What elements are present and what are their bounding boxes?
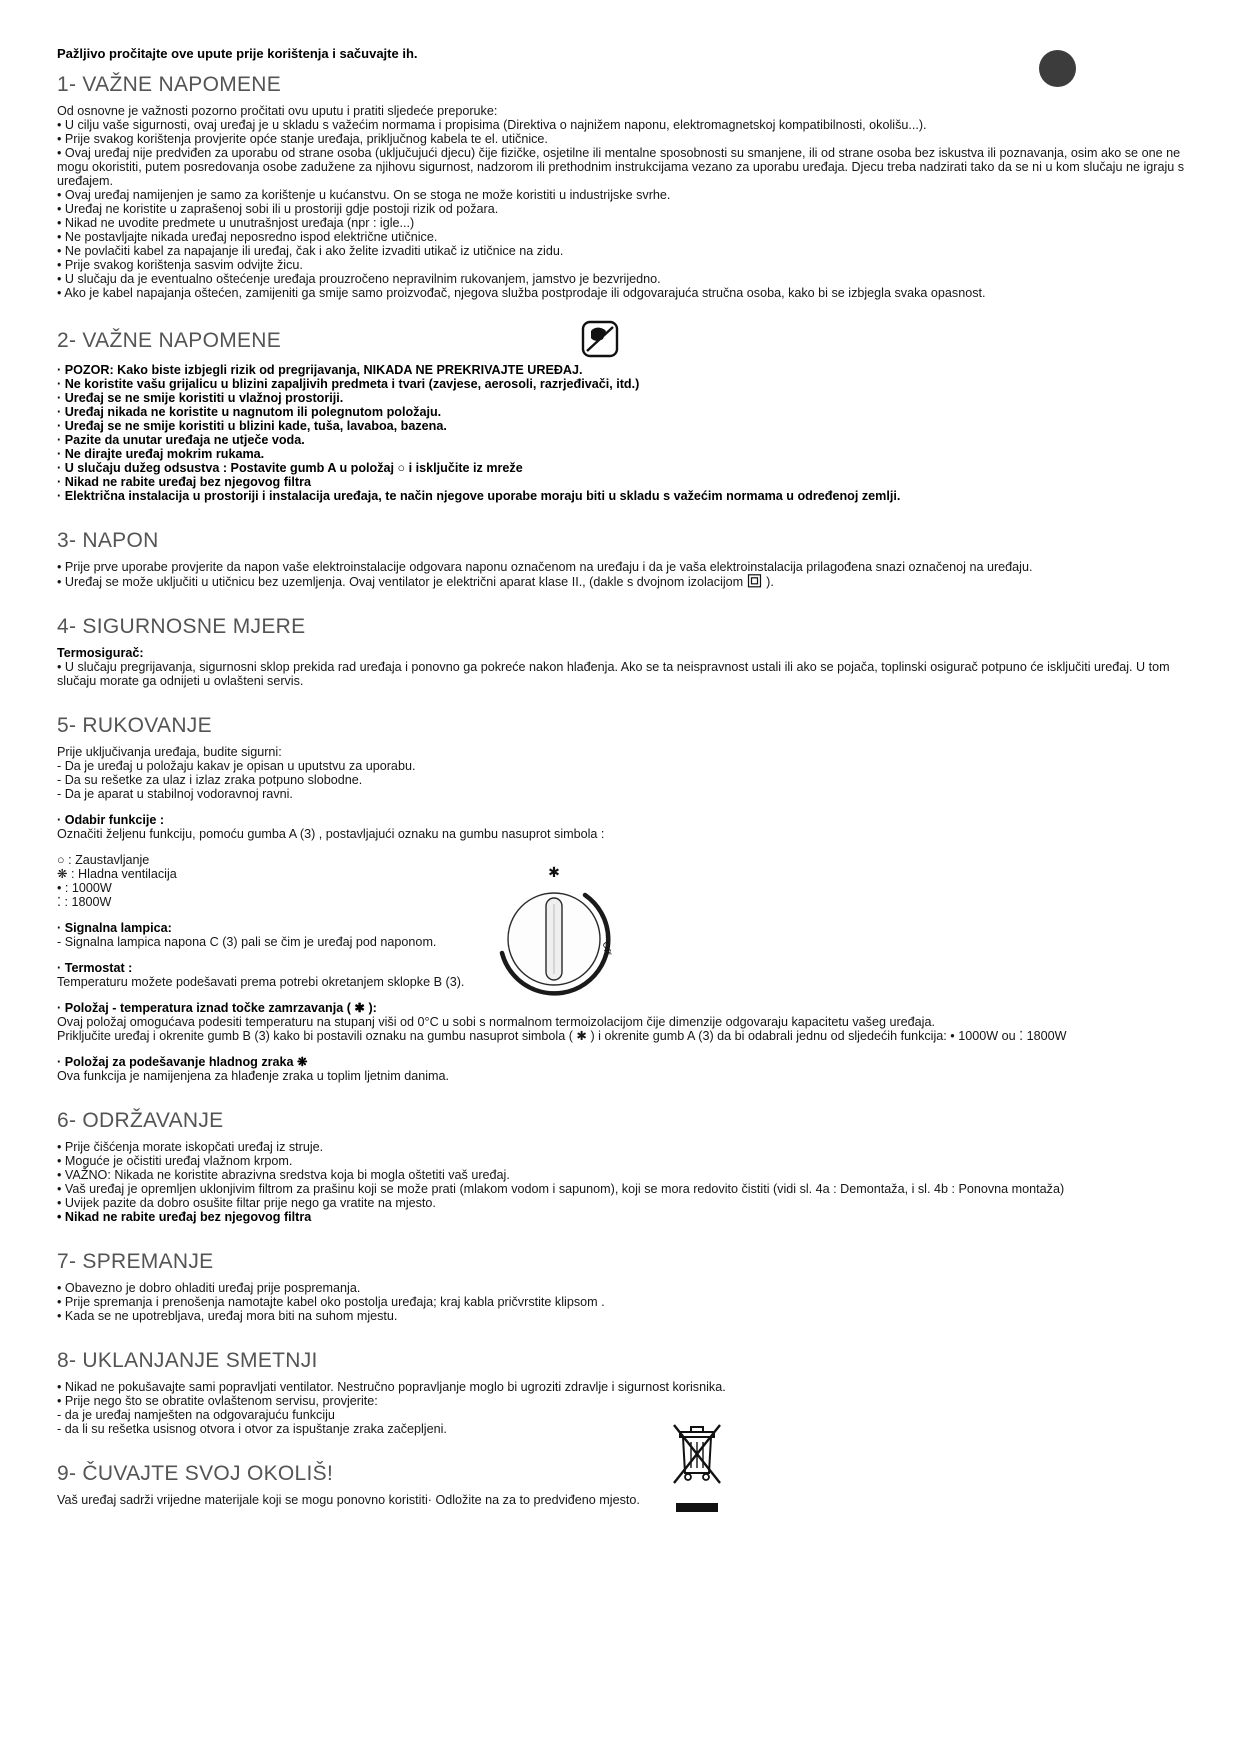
document-body — [57, 46, 1193, 1507]
section-heading: 4- SIGURNOSNE MJERE — [57, 615, 306, 638]
text-line: ⁚ : 1800W — [57, 895, 112, 909]
text-line: • Vaš uređaj je opremljen uklonjivim filtrom za prašinu koji se može prati (mlakom vodom i sapunom), koji se mora redovito čistiti (vidi sl. 4a : Demontaža, i sl. 4b : Ponovna montaža) — [57, 1182, 1065, 1196]
text-line: • Ne povlačiti kabel za napajanje ili uređaj, čak i ako želite izvaditi utikač iz utičnice na zidu. — [57, 244, 564, 258]
text-line: Od osnovne je važnosti pozorno pročitati ovu uputu i pratiti sljedeće preporuke: — [57, 104, 498, 118]
text-line: Priključite uređaj i okrenite gumb B (3) kako bi postavili oznaku na gumbu nasuprot simbola ( ✱ ) i okrenite gumb A (3) da bi odabrali jednu od sljedećih funkcija: • 1000W ou ⁚ 1800W — [57, 1029, 1067, 1043]
text-line: · Uređaj se ne smije koristiti u vlažnoj prostoriji. — [57, 391, 344, 405]
section-heading-row — [57, 1109, 1193, 1140]
section-heading-row — [57, 1349, 1193, 1380]
section-5 — [57, 714, 1193, 1083]
section-1 — [57, 73, 1193, 300]
text-span: • Uređaj se može uključiti u utičnicu bez uzemljenja. Ovaj ventilator je električni aparat klase II., (dakle s dvojnom izolacijom — [57, 575, 747, 589]
text-line: Temperaturu možete podešavati prema potrebi okretanjem sklopke B (3). — [57, 975, 465, 989]
text-line: • Uređaj ne koristite u zaprašenoj sobi ili u prostoriji gdje postoji rizik od požara. — [57, 202, 499, 216]
text-line: · U slučaju dužeg odsustva : Postavite gumb A u položaj ○ i isključite iz mreže — [57, 461, 523, 475]
text-line: • Nikad ne uvodite predmete u unutrašnjost uređaja (npr : igle...) — [57, 216, 415, 230]
section-heading: 3- NAPON — [57, 529, 159, 552]
text-line: • U slučaju pregrijavanja, sigurnosni sklop prekida rad uređaja i ponovno ga pokreće nakon hlađenja. Ako se ta neispravnost ustali ili ako se pojača, toplinski osigurač potpuno će isključiti uređaj. U tom slučaju morate ga odnijeti u ovlašteni servis. — [57, 660, 1170, 688]
class-2-double-insulation-icon — [747, 574, 763, 588]
text-line: • Moguće je očistiti uređaj vlažnom krpom. — [57, 1154, 293, 1168]
text-line: • VAŽNO: Nikada ne koristite abrazivna sredstva koja bi mogla oštetiti vaš uređaj. — [57, 1168, 510, 1182]
section-heading: 8- UKLANJANJE SMETNJI — [57, 1349, 318, 1372]
text-line: - Da je aparat u stabilnoj vodoravnoj ravni. — [57, 787, 293, 801]
section-heading: 2- VAŽNE NAPOMENE — [57, 329, 282, 352]
section-heading-row — [57, 1462, 1193, 1493]
text-line: • Ne postavljajte nikada uređaj neposredno ispod električne utičnice. — [57, 230, 438, 244]
text-line: · Ne koristite vašu grijalicu u blizini zapaljivih predmeta i tvari (zavjese, aerosoli, razrjeđivači, itd.) — [57, 377, 640, 391]
section-heading-row — [57, 714, 1193, 745]
text-line: · Pazite da unutar uređaja ne utječe voda. — [57, 433, 305, 447]
frost-free-symbol: ✱ — [548, 865, 560, 881]
text-line: · Signalna lampica: — [57, 921, 172, 935]
text-line: • Prije svakog korištenja sasvim odvijte žicu. — [57, 258, 303, 272]
text-line: Ova funkcija je namijenjena za hlađenje zraka u toplim ljetnim danima. — [57, 1069, 450, 1083]
section-heading: 7- SPREMANJE — [57, 1250, 214, 1273]
text-line: · Nikad ne rabite uređaj bez njegovog filtra — [57, 475, 312, 489]
section-heading-row — [57, 1250, 1193, 1281]
text-span: ). — [766, 575, 774, 589]
section-3 — [57, 529, 1193, 589]
text-line: · Uređaj nikada ne koristite u nagnutom ili polegnutom položaju. — [57, 405, 442, 419]
text-line: • Ako je kabel napajanja oštećen, zamijeniti ga smije samo proizvođač, njegova služba postprodaje ili odgovarajuća stručna osoba, kako bi se izbjegla svaka opasnost. — [57, 286, 986, 300]
text-line: • Prije prve uporabe provjerite da napon vaše elektroinstalacije odgovara naponu označenom na uređaju i da je vaša elektroinstalacija prilagođena snazi označenoj na uređaju. — [57, 560, 1033, 574]
text-line: • Prije svakog korištenja provjerite opće stanje uređaja, priključnog kabela te el. utičnice. — [57, 132, 548, 146]
section-heading: 1- VAŽNE NAPOMENE — [57, 73, 282, 96]
section-8 — [57, 1349, 1193, 1436]
text-line: • Prije nego što se obratite ovlaštenom servisu, provjerite: — [57, 1394, 378, 1408]
text-line: ○ : Zaustavljanje — [57, 853, 150, 867]
section-heading-row — [57, 529, 1193, 560]
text-line: • U cilju vaše sigurnosti, ovaj uređaj je u skladu s važećim normama i propisima (Direktiva o najnižem naponu, elektromagnetskoj kompatibilnosti, okolišu...). — [57, 118, 927, 132]
text-line: • U slučaju da je eventualno oštećenje uređaja prouzročeno nepravilnim rukovanjem, jamstvo je bezvrijedno. — [57, 272, 661, 286]
text-line: • Kada se ne upotrebljava, uređaj mora biti na suhom mjestu. — [57, 1309, 398, 1323]
text-line: - da je uređaj namješten na odgovarajuću funkciju — [57, 1408, 335, 1422]
text-line: Označiti željenu funkciju, pomoću gumba A (3) , postavljajući oznaku na gumbu nasuprot simbola : — [57, 827, 605, 841]
section-heading-row — [57, 326, 1193, 363]
text-line: · Položaj - temperatura iznad točke zamrzavanja ( ✱ ): — [57, 1001, 377, 1015]
section-4 — [57, 615, 1193, 688]
text-line: • Uvijek pazite da dobro osušite filtar prije nego ga vratite na mjesto. — [57, 1196, 436, 1210]
section-heading-row — [57, 615, 1193, 646]
text-line: • Nikad ne pokušavajte sami popravljati ventilator. Nestručno popravljanje moglo bi ugroziti zdravlje i sigurnost korisnika. — [57, 1380, 726, 1394]
text-line: - da li su rešetka usisnog otvora i otvor za ispuštanje zraka začepljeni. — [57, 1422, 447, 1436]
text-line: · Električna instalacija u prostoriji i instalacija uređaja, te način njegove uporabe moraju biti u skladu s važećim normama u određenoj zemlji. — [57, 489, 901, 503]
text-line: · Položaj za podešavanje hladnog zraka ❋ — [57, 1055, 308, 1069]
text-line: · Ne dirajte uređaj mokrim rukama. — [57, 447, 265, 461]
text-line: - Da su rešetke za ulaz i izlaz zraka potpuno slobodne. — [57, 773, 363, 787]
text-line: • Nikad ne rabite uređaj bez njegovog filtra — [57, 1210, 312, 1224]
section-heading: 6- ODRŽAVANJE — [57, 1109, 224, 1132]
section-heading: 9- ČUVAJTE SVOJ OKOLIŠ! — [57, 1462, 334, 1485]
text-line: • : 1000W — [57, 881, 112, 895]
function-knob-figure — [495, 862, 617, 1005]
do-not-cover-icon — [581, 320, 619, 363]
text-line: • Prije spremanja i prenošenja namotajte kabel oko postolja uređaja; kraj kabla pričvrstite klipsom . — [57, 1295, 605, 1309]
section-9 — [57, 1462, 1193, 1507]
section-2 — [57, 326, 1193, 503]
text-line: Vaš uređaj sadrži vrijedne materijale koji se mogu ponovno koristiti· Odložite na za to predviđeno mjesto. — [57, 1493, 640, 1507]
text-line: Termosigurač: — [57, 646, 144, 660]
text-line: • Prije čišćenja morate iskopčati uređaj iz struje. — [57, 1140, 324, 1154]
text-line: • Obavezno je dobro ohladiti uređaj prije pospremanja. — [57, 1281, 361, 1295]
text-line — [57, 574, 1193, 589]
text-line: • Ovaj uređaj nije predviđen za uporabu od strane osoba (uključujući djecu) čije fizičke, osjetilne ili mentalne sposobnosti su smanjene, ili od strane osoba bez iskustva ili poznavanja, osim ako se one ne mogu okoristiti, putem posredovanja osobe zadužene za njihovu sigurnost, nadzorom ili prethodnim instrukcijama vezano za uporabu uređaja. Djecu treba nadzirati tako da se ni u kom slučaju ne igraju s uređajem. — [57, 146, 1185, 188]
text-line: Ovaj položaj omogućava podesiti temperaturu na stupanj viši od 0°C u sobi s normalnom termoizolacijom čije dimenzije odgovaraju kapacitetu vašeg uređaja. — [57, 1015, 935, 1029]
text-line: · POZOR: Kako biste izbjegli rizik od pregrijavanja, NIKADA NE PREKRIVAJTE UREĐAJ. — [57, 363, 583, 377]
text-line: · Termostat : — [57, 961, 133, 975]
read-carefully-notice: Pažljivo pročitajte ove upute prije korištenja i sačuvajte ih. — [57, 46, 418, 61]
text-line: · Uređaj se ne smije koristiti u blizini kade, tuša, lavaboa, bazena. — [57, 419, 447, 433]
section-6 — [57, 1109, 1193, 1224]
text-line: - Signalna lampica napona C (3) pali se čim je uređaj pod naponom. — [57, 935, 437, 949]
text-line: ❋ : Hladna ventilacija — [57, 867, 177, 881]
section-heading: 5- RUKOVANJE — [57, 714, 212, 737]
text-line: Prije uključivanja uređaja, budite sigurni: — [57, 745, 282, 759]
weee-crossed-bin-icon — [669, 1415, 725, 1524]
section-7 — [57, 1250, 1193, 1323]
text-line: - Da je uređaj u položaju kakav je opisan u uputstvu za uporabu. — [57, 759, 416, 773]
text-line: • Ovaj uređaj namijenjen je samo za korištenje u kućanstvu. On se stoga ne može koristiti u industrijske svrhe. — [57, 188, 671, 202]
section-heading-row — [57, 73, 1193, 104]
document-sections — [57, 73, 1193, 1507]
text-line: · Odabir funkcije : — [57, 813, 165, 827]
knob-off-label: Off — [600, 941, 612, 956]
